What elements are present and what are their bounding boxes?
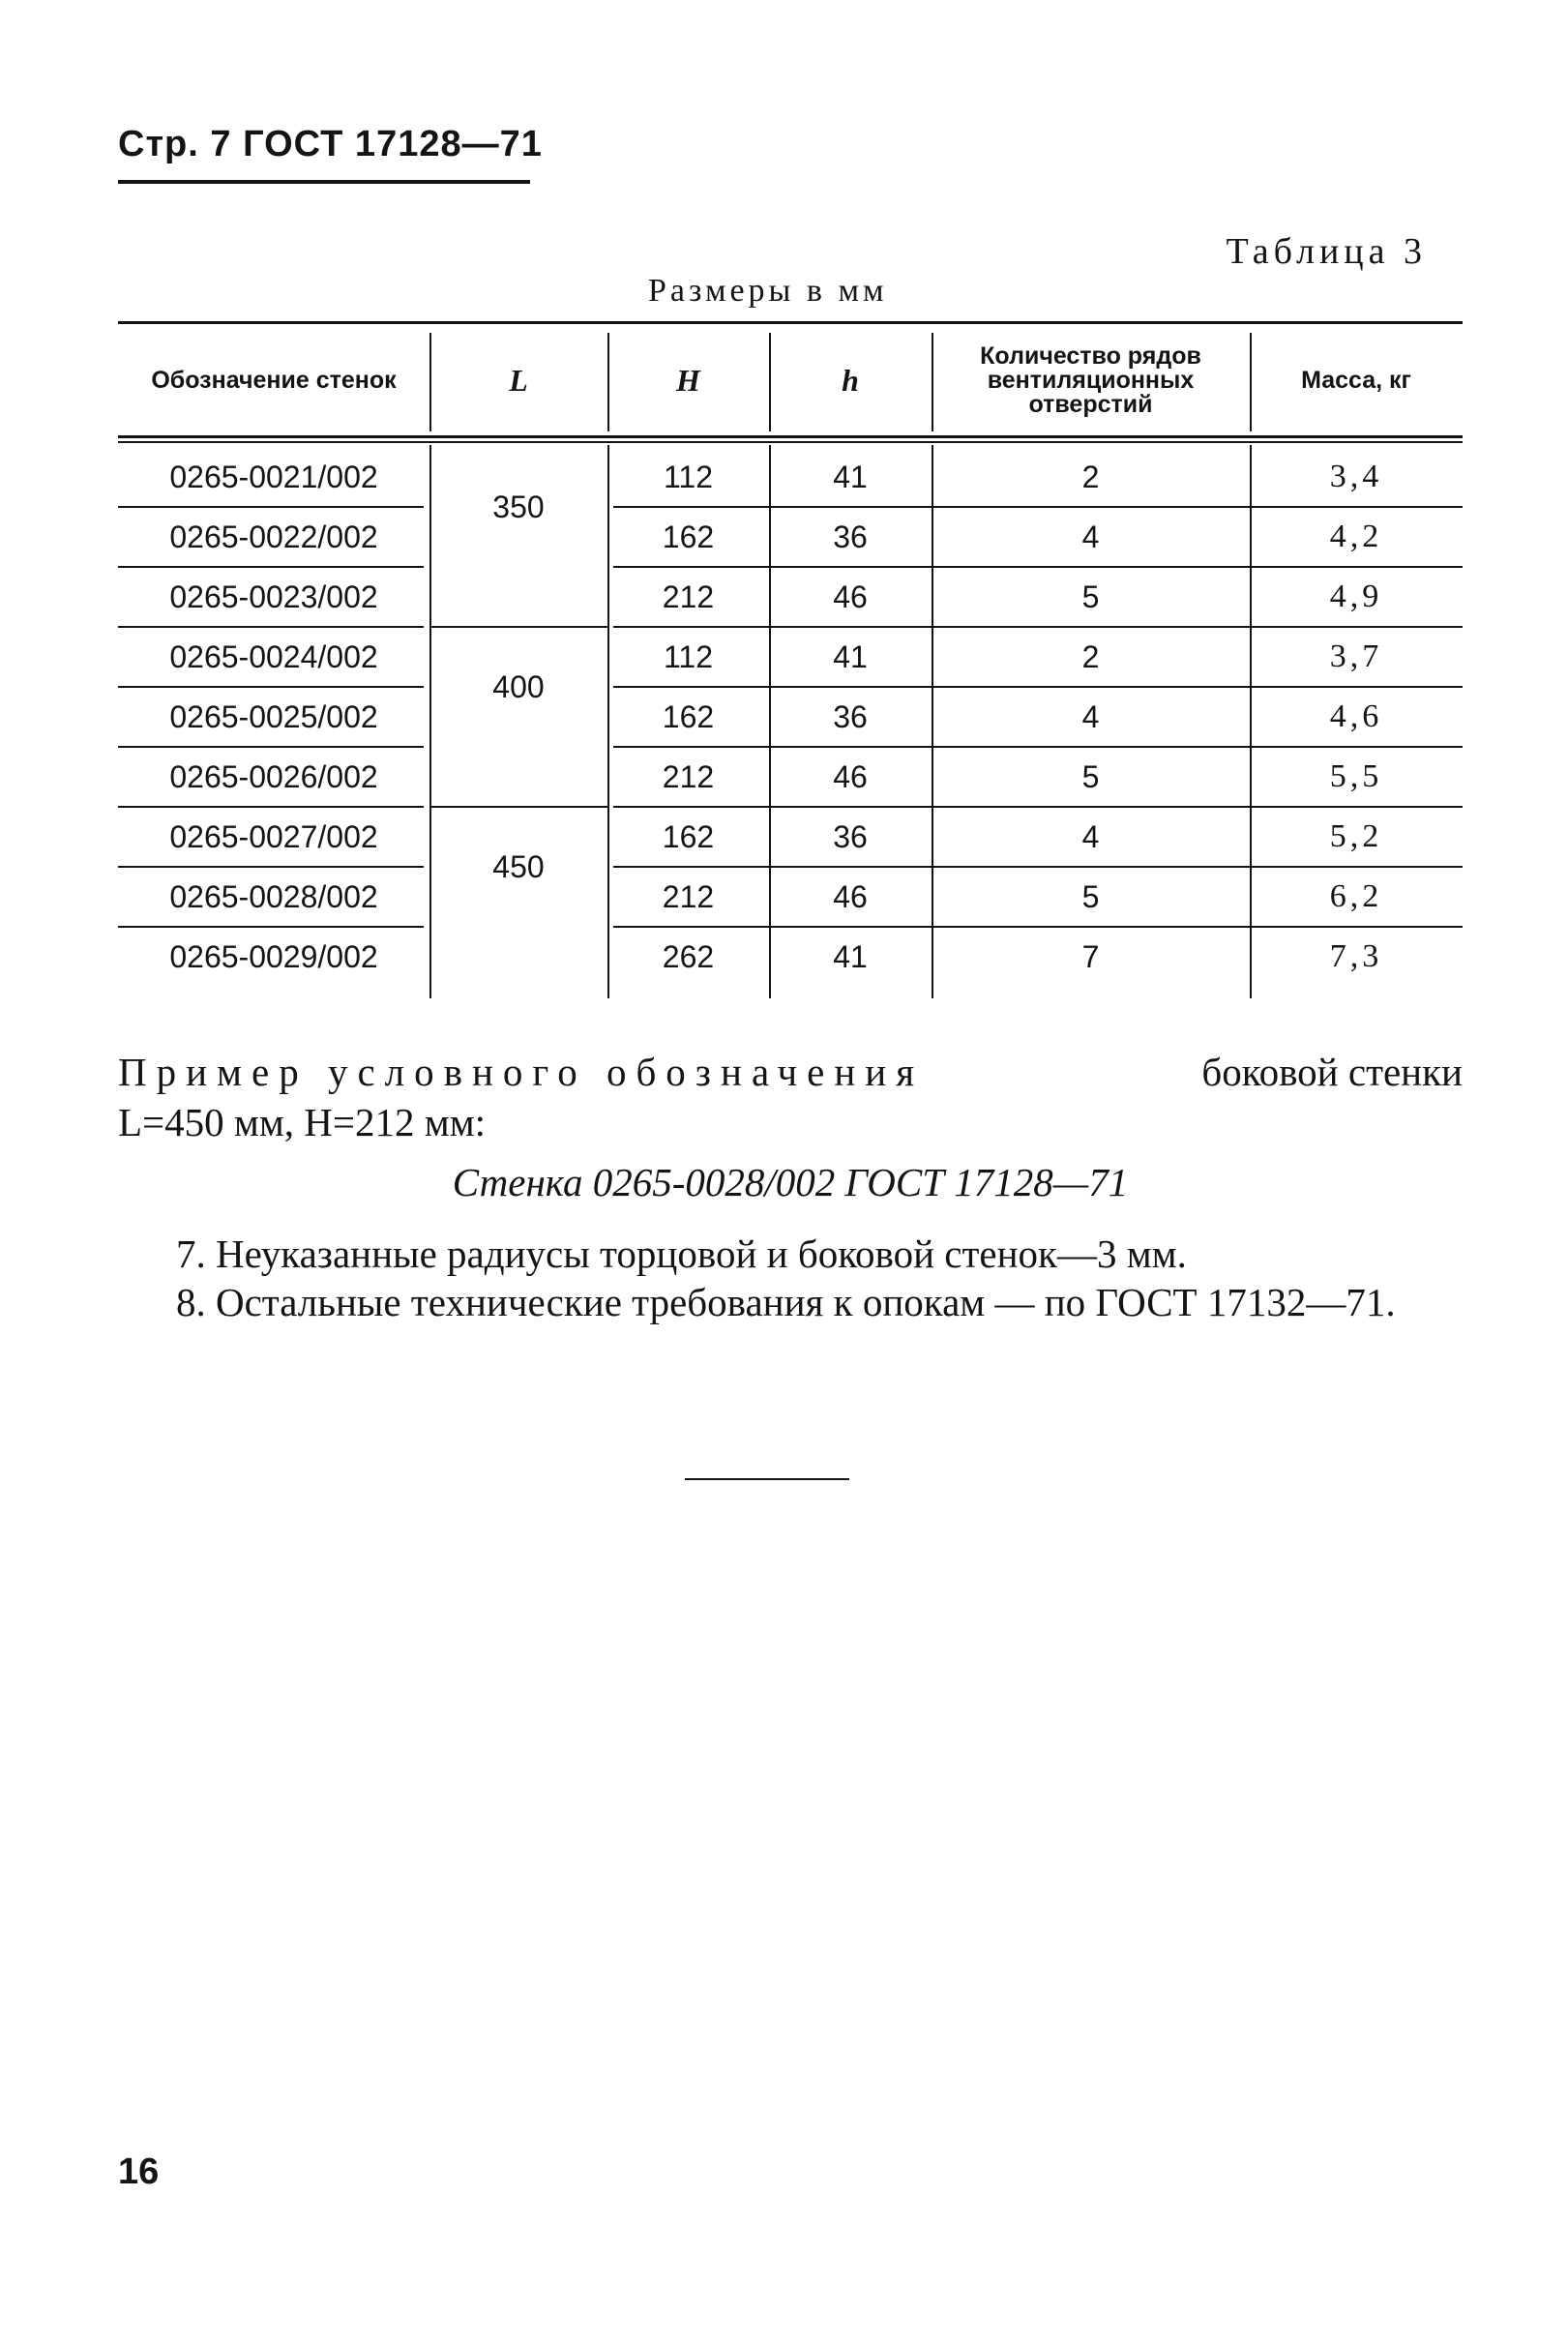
cell-designation: 0265-0024/002 [169, 638, 378, 674]
group-rule [429, 626, 607, 628]
header-col-divider [1250, 333, 1252, 431]
cell-h: 36 [833, 698, 868, 734]
cell-mass: 5,5 [1329, 758, 1383, 794]
cell-mass: 3,7 [1329, 638, 1383, 674]
cell-mass: 3,4 [1329, 459, 1383, 494]
cell-L: 350 [492, 489, 545, 524]
example-params: L=450 мм, H=212 мм: [118, 1100, 487, 1144]
cell-H: 262 [662, 938, 715, 974]
cell-rows_count: 4 [1081, 519, 1100, 554]
example-intro-tail: боковой стенки [1201, 1050, 1463, 1094]
cell-rows_count: 4 [1081, 818, 1100, 854]
group-rule [429, 806, 607, 808]
body-col-divider [932, 445, 933, 998]
example-intro [118, 1049, 1463, 1095]
cell-mass: 6,2 [1329, 878, 1383, 914]
end-rule [685, 1478, 849, 1480]
cell-h: 41 [833, 459, 868, 494]
col-header-0: Обозначение стенок [151, 366, 397, 394]
header-underline [118, 180, 530, 184]
body-col-divider [1250, 445, 1252, 998]
cell-h: 41 [833, 938, 868, 974]
cell-designation: 0265-0029/002 [169, 938, 378, 974]
header-col-divider [607, 333, 609, 431]
cell-designation: 0265-0027/002 [169, 818, 378, 854]
header-col-divider [769, 333, 771, 431]
cell-rows_count: 4 [1081, 698, 1100, 734]
item-8: 8. Остальные технические требования к опокам — по ГОСТ 17132—71. [176, 1280, 1396, 1324]
cell-rows_count: 2 [1081, 459, 1100, 494]
cell-H: 212 [662, 758, 715, 794]
table-header-rule [118, 435, 1463, 438]
cell-h: 46 [833, 878, 868, 914]
page-header: Стр. 7 ГОСТ 17128—71 [118, 124, 543, 164]
cell-designation: 0265-0022/002 [169, 519, 378, 554]
cell-rows_count: 5 [1081, 878, 1100, 914]
body-col-divider [769, 445, 771, 998]
table-units: Размеры в мм [648, 273, 888, 309]
cell-H: 112 [663, 459, 713, 494]
cell-mass: 4,6 [1329, 698, 1383, 734]
header-col-divider [429, 333, 431, 431]
cell-H: 162 [662, 519, 715, 554]
cell-H: 212 [662, 579, 715, 614]
cell-rows_count: 2 [1081, 638, 1100, 674]
cell-designation: 0265-0023/002 [169, 579, 378, 614]
col-header-3: h [842, 362, 859, 398]
cell-designation: 0265-0026/002 [169, 758, 378, 794]
cell-rows_count: 7 [1081, 938, 1100, 974]
cell-H: 112 [663, 638, 713, 674]
cell-mass: 4,9 [1329, 579, 1383, 614]
cell-designation: 0265-0025/002 [169, 698, 378, 734]
col-header-5: Масса, кг [1301, 366, 1411, 394]
cell-h: 36 [833, 818, 868, 854]
body-col-divider [607, 445, 609, 998]
cell-designation: 0265-0021/002 [169, 459, 378, 494]
col-header-4: Количество рядов вентиляционных отверстий [980, 341, 1201, 418]
table-label: Таблица 3 [1226, 231, 1427, 272]
cell-h: 46 [833, 579, 868, 614]
cell-L: 400 [492, 668, 545, 704]
cell-rows_count: 5 [1081, 758, 1100, 794]
example-intro-text: Пример условного обозначения [118, 1050, 925, 1094]
cell-H: 162 [662, 818, 715, 854]
cell-h: 46 [833, 758, 868, 794]
cell-mass: 5,2 [1329, 818, 1383, 854]
cell-h: 36 [833, 519, 868, 554]
table-header-rule-2 [118, 441, 1463, 443]
item-7: 7. Неуказанные радиусы торцовой и боковой стенок—3 мм. [176, 1232, 1187, 1276]
table-top-rule [118, 321, 1463, 324]
cell-H: 162 [662, 698, 715, 734]
cell-mass: 4,2 [1329, 519, 1383, 554]
page-number: 16 [118, 2152, 160, 2192]
cell-rows_count: 5 [1081, 579, 1100, 614]
cell-H: 212 [662, 878, 715, 914]
cell-designation: 0265-0028/002 [169, 878, 378, 914]
cell-L: 450 [492, 848, 545, 884]
body-col-divider [429, 445, 431, 998]
col-header-1: L [509, 362, 528, 398]
header-col-divider [932, 333, 933, 431]
cell-h: 41 [833, 638, 868, 674]
example-designation: Стенка 0265-0028/002 ГОСТ 17128—71 [452, 1160, 1129, 1204]
cell-mass: 7,3 [1329, 938, 1383, 974]
col-header-2: H [676, 362, 700, 398]
